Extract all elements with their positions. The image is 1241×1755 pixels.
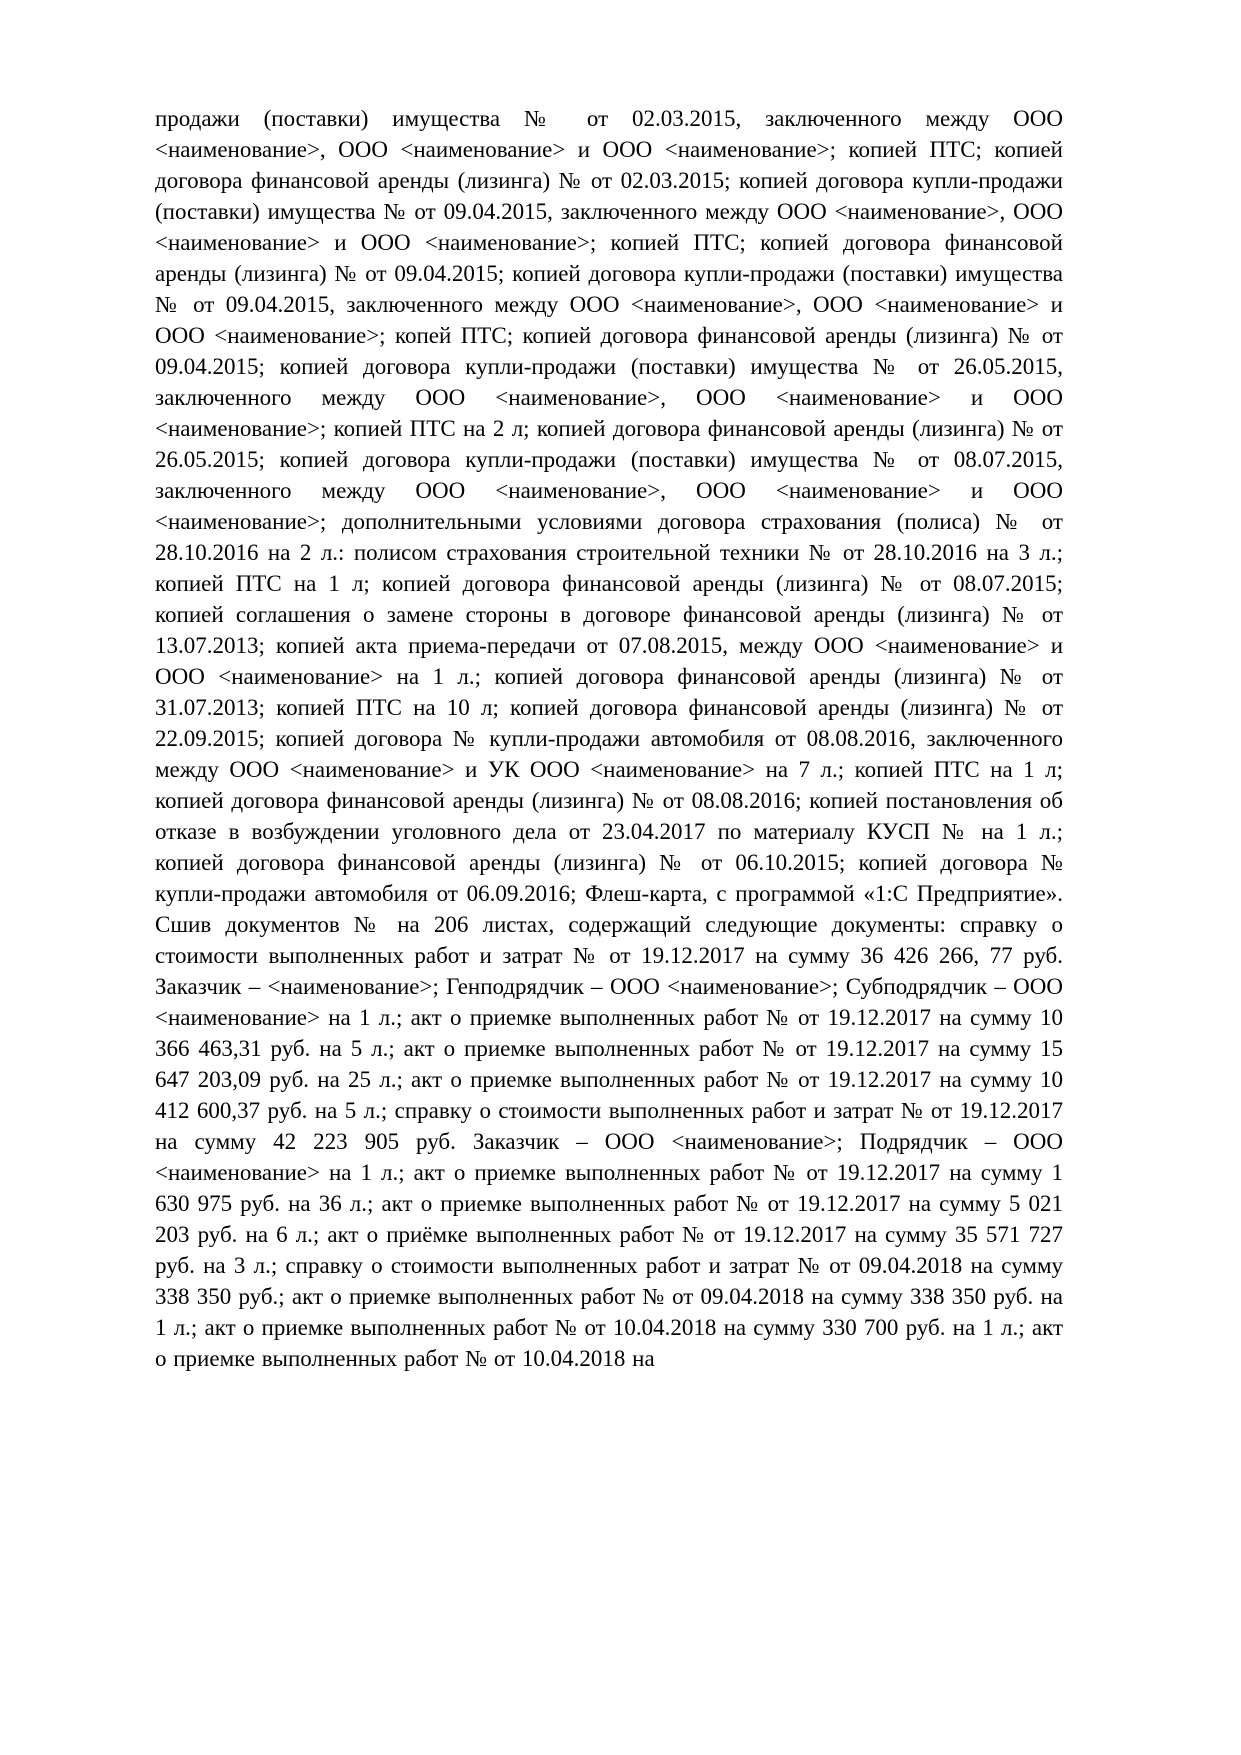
document-body-text: продажи (поставки) имущества № от 02.03.2015, заключенного между ООО <наименование>, ООО <наименование> и ООО <наименование>; копией ПТС; копией договора финансовой аренды (лизинга) № от 02.03.2015; копией договора купли-продажи (поставки) имущества № от 09.04.2015, заключенного между ООО <наименование>, ООО <наименование> и ООО <наименование>; копией ПТС; копией договора финансовой аренды (лизинга) № от 09.04.2015; копией договора купли-продажи (поставки) имущества № от 09.04.2015, заключенного между ООО <наименование>, ООО <наименование> и ООО <наименование>; копей ПТС; копией договора финансовой аренды (лизинга) № от 09.04.2015; копией договора купли-продажи (поставки) имущества № от 26.05.2015, заключенного между ООО <наименование>, ООО <наименование> и ООО <наименование>; копией ПТС на 2 л; копией договора финансовой аренды (лизинга) № от 26.05.2015; копией договора купли-продажи (поставки) имущества № от 08.07.2015, заключенного между ООО <наименование>, ООО <наименование> и ООО <наименование>; дополнительными условиями договора страхования (полиса) № от 28.10.2016 на 2 л.: полисом страхования строительной техники № от 28.10.2016 на 3 л.; копией ПТС на 1 л; копией договора финансовой аренды (лизинга) № от 08.07.2015; копией соглашения о замене стороны в договоре финансовой аренды (лизинга) № от 13.07.2013; копией акта приема-передачи от 07.08.2015, между ООО <наименование> и ООО <наименование> на 1 л.; копией договора финансовой аренды (лизинга) № от 31.07.2013; копией ПТС на 10 л; копией договора финансовой аренды (лизинга) № от 22.09.2015; копией договора № купли-продажи автомобиля от 08.08.2016, заключенного между ООО <наименование> и УК ООО <наименование> на 7 л.; копией ПТС на 1 л; копией договора финансовой аренды (лизинга) № от 08.08.2016; копией постановления об отказе в возбуждении уголовного дела от 23.04.2017 по материалу КУСП № на 1 л.; копией договора финансовой аренды (лизинга) № от 06.10.2015; копией договора № купли-продажи автомобиля от 06.09.2016; Флеш-карта, с программой «1:С Предприятие». Сшив документов № на 206 листах, содержащий следующие документы: справку о стоимости выполненных работ и затрат № от 19.12.2017 на сумму 36 426 266, 77 руб. Заказчик – <наименование>; Генподрядчик – ООО <наименование>; Субподрядчик – ООО <наименование> на 1 л.; акт о приемке выполненных работ № от 19.12.2017 на сумму 10 366 463,31 руб. на 5 л.; акт о приемке выполненных работ № от 19.12.2017 на сумму 15 647 203,09 руб. на 25 л.; акт о приемке выполненных работ № от 19.12.2017 на сумму 10 412 600,37 руб. на 5 л.; справку о стоимости выполненных работ и затрат № от 19.12.2017 на сумму 42 223 905 руб. Заказчик – ООО <наименование>; Подрядчик – ООО <наименование> на 1 л.; акт о приемке выполненных работ № от 19.12.2017 на сумму 1 630 975 руб. на 36 л.; акт о приемке выполненных работ № от 19.12.2017 на сумму 5 021 203 руб. на 6 л.; акт о приёмке выполненных работ № от 19.12.2017 на сумму 35 571 727 руб. на 3 л.; справку о стоимости выполненных работ и затрат № от 09.04.2018 на сумму 338 350 руб.; акт о приемке выполненных работ № от 09.04.2018 на сумму 338 350 руб. на 1 л.; акт о приемке выполненных работ № от 10.04.2018 на сумму 330 700 руб. на 1 л.; акт о приемке выполненных работ № от 10.04.2018 на — [155, 106, 1063, 1371]
document-text-block — [155, 103, 1063, 1374]
